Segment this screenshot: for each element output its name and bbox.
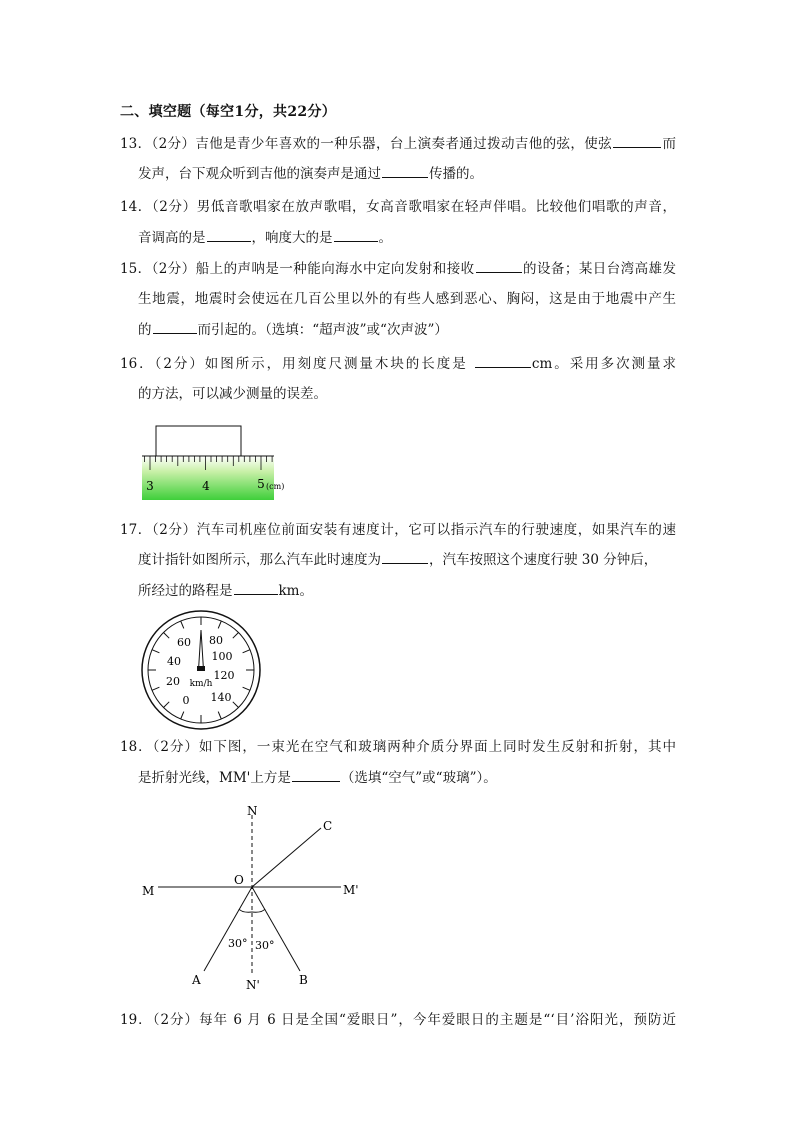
wooden-block [156, 426, 241, 456]
q14-blank1[interactable] [207, 228, 251, 242]
q17-blank1[interactable] [382, 550, 428, 564]
q16-text-a: 16．（2分）如图所示，用刻度尺测量木块的长度是 [120, 356, 474, 372]
ruler-body [142, 456, 274, 500]
ray-oa [204, 887, 252, 971]
q18-line1: 18．（2分）如下图，一束光在空气和玻璃两种介质分界面上同时发生反射和折射，其中 [120, 739, 676, 755]
label-angle-right: 30° [255, 939, 275, 952]
label-n: N [247, 804, 258, 818]
label-o: O [234, 873, 244, 887]
ruler-label-3: 3 [146, 479, 154, 493]
q13-blank1[interactable] [613, 134, 661, 148]
q13-text-b: 而 [662, 136, 676, 152]
ruler-label-4: 4 [202, 479, 210, 493]
q15-line3 [138, 320, 676, 340]
gauge-label-60: 60 [177, 636, 191, 649]
q15-text-a: 15．（2分）船上的声呐是一种能向海水中定向发射和接收 [120, 261, 475, 277]
ruler-label-5: 5 [257, 477, 265, 491]
q16-blank1[interactable] [475, 354, 531, 368]
q15-text-d: 而引起的。（选填：“超声波”或“次声波”） [197, 322, 448, 338]
q13-line1 [120, 134, 676, 154]
label-angle-left: 30° [228, 937, 248, 950]
label-m: M [142, 884, 155, 898]
gauge-label-100: 100 [211, 650, 233, 663]
q14-text-b: ，响度大的是 [251, 230, 333, 246]
q18-text-b: （选填“空气”或“玻璃”）。 [340, 770, 497, 786]
gauge-needle-base [197, 666, 205, 671]
ruler-unit: (cm) [266, 482, 285, 491]
q17-line3 [138, 581, 676, 601]
q19-line1: 19．（2分）每年 6 月 6 日是全国“爱眼日”，今年爱眼日的主题是“‘目’浴阳光，预防近 [120, 1012, 676, 1028]
q15-line1 [120, 259, 676, 279]
label-c: C [323, 819, 333, 833]
q13-blank2[interactable] [382, 164, 428, 178]
q13-text-a: 13．（2分）吉他是青少年喜欢的一种乐器，台上演奏者通过拨动吉他的弦，使弦 [120, 136, 613, 152]
label-a: A [192, 973, 201, 987]
q17-text-a: 度计指针如图所示，那么汽车此时速度为 [138, 552, 381, 568]
q17-line1: 17．（2分）汽车司机座位前面安装有速度计，它可以指示汽车的行驶速度，如果汽车的速 [120, 522, 676, 538]
gauge-unit: km/h [189, 679, 213, 689]
refraction-diagram [136, 801, 376, 996]
q17-text-b: ，汽车按照这个速度行驶 30 分钟后， [429, 552, 658, 568]
q17-text-d: km。 [278, 583, 313, 599]
q17-text-c: 所经过的路程是 [138, 583, 233, 599]
gauge-label-0: 0 [182, 694, 190, 707]
q17-blank2[interactable] [234, 581, 278, 595]
ray-oc [252, 828, 321, 887]
q13-text-d: 传播的。 [429, 166, 483, 182]
angle-arc-left [239, 909, 252, 912]
gauge-label-140: 140 [210, 691, 232, 704]
speedometer-figure [139, 608, 263, 732]
q15-line2: 生地震，地震时会使远在几百公里以外的有些人感到恶心、胸闷，这是由于地震中产生 [138, 291, 676, 307]
q14-text-c: 。 [378, 230, 392, 246]
q13-text-c: 发声，台下观众听到吉他的演奏声是通过 [138, 166, 381, 182]
label-m-prime: M' [343, 883, 359, 897]
q16-line1 [120, 354, 676, 374]
gauge-label-80: 80 [209, 634, 223, 647]
q13-line2 [138, 164, 676, 184]
section-title: 二、填空题（每空1分，共22分） [120, 104, 337, 120]
label-b: B [299, 973, 308, 987]
q16-line2: 的方法，可以减少测量的误差。 [138, 386, 327, 402]
angle-arc-right [252, 909, 265, 912]
q18-text-a: 是折射光线，MM'上方是 [138, 770, 291, 786]
gauge-label-40: 40 [167, 655, 181, 668]
q17-line2 [138, 550, 676, 570]
q15-text-c: 的 [138, 322, 152, 338]
q15-blank1[interactable] [476, 259, 522, 273]
ray-ob [252, 887, 300, 971]
q14-text-a: 音调高的是 [138, 230, 206, 246]
q16-text-b: cm。采用多次测量求 [531, 356, 676, 372]
q15-blank2[interactable] [153, 320, 197, 334]
q18-blank1[interactable] [292, 768, 340, 782]
ruler-figure [138, 422, 298, 504]
q18-line2 [138, 768, 676, 788]
gauge-label-120: 120 [213, 669, 235, 682]
label-n-prime: N' [246, 978, 260, 992]
q14-blank2[interactable] [334, 228, 378, 242]
q14-line1: 14．（2分）男低音歌唱家在放声歌唱，女高音歌唱家在轻声伴唱。比较他们唱歌的声音， [120, 199, 676, 215]
q15-text-b: 的设备；某日台湾高雄发 [522, 261, 676, 277]
q14-line2 [138, 228, 676, 248]
gauge-label-20: 20 [166, 675, 180, 688]
